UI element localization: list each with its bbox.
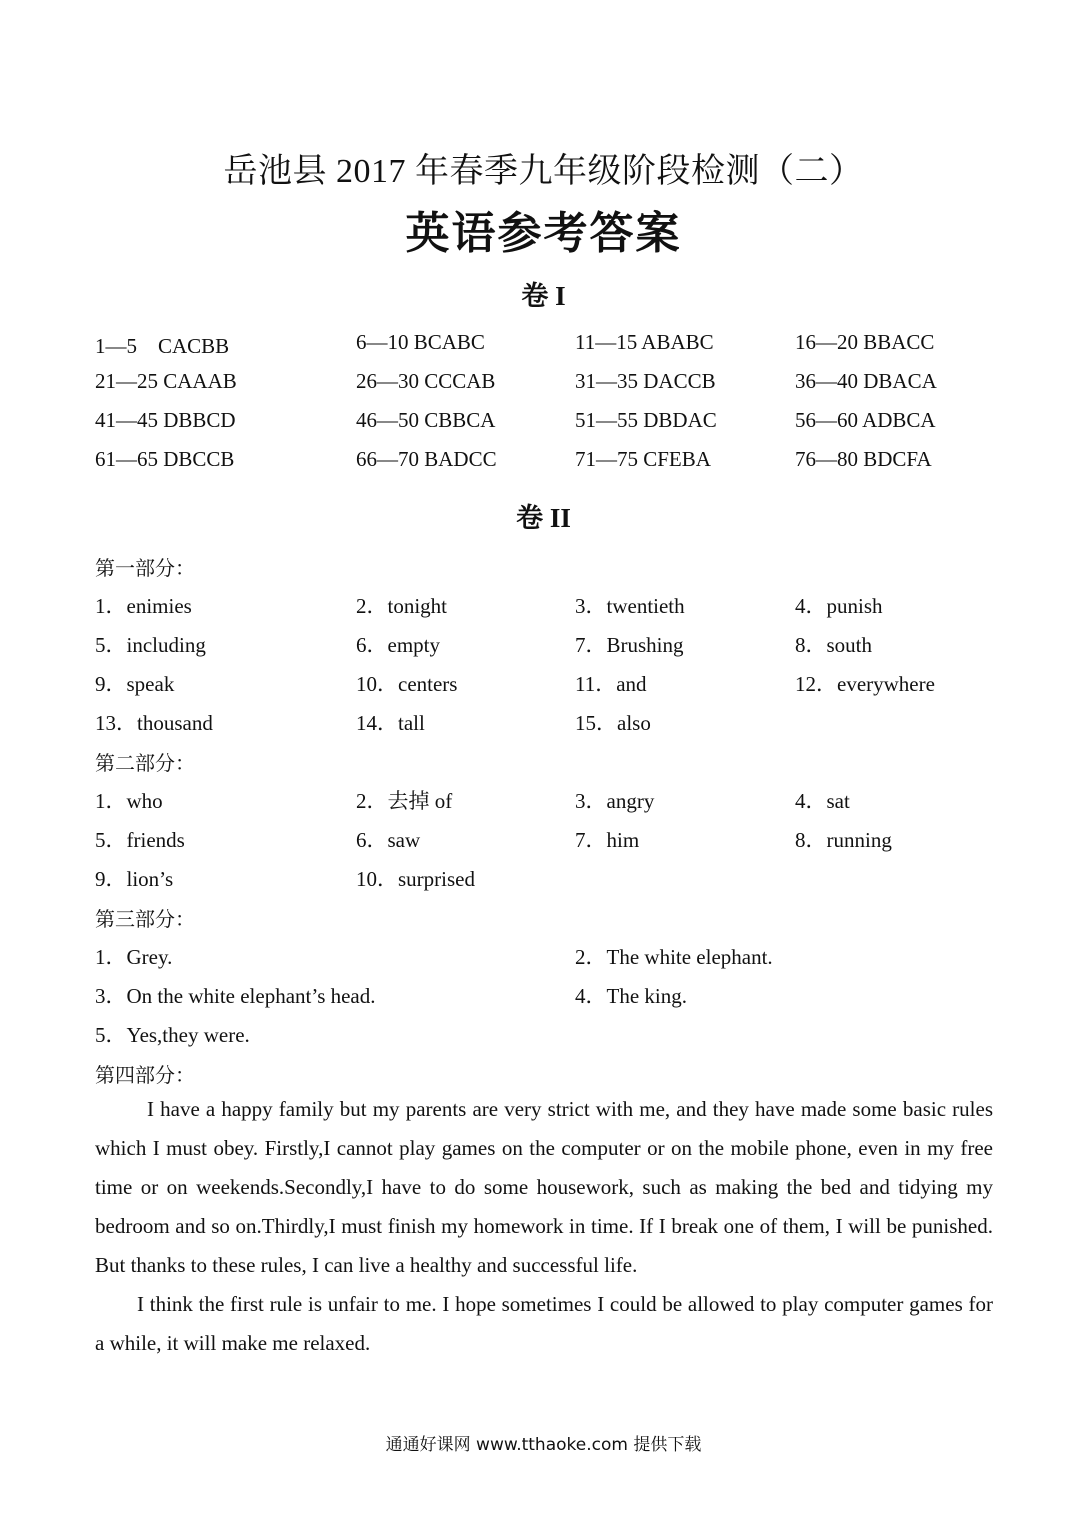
answer-item: 7．him (575, 828, 640, 852)
answer-row (0, 824, 1087, 854)
section-1-heading: 卷 I (521, 281, 566, 311)
part-4-label: 第四部分： (95, 1063, 195, 1087)
essay (95, 1090, 993, 1363)
answer-group: 46—50 CBBCA (356, 408, 496, 432)
answer-row (0, 941, 1087, 971)
answer-row (0, 590, 1087, 620)
answer-item: 4．sat (795, 789, 850, 813)
answer-group: 61—65 DBCCB (95, 447, 235, 471)
answer-item: 13．thousand (95, 711, 213, 735)
answer-item: 5．including (95, 633, 206, 657)
answer-item: 3．angry (575, 789, 655, 813)
exam-title: 岳池县 2017 年春季九年级阶段检测（二） (223, 153, 864, 190)
answer-item: 1．Grey. (95, 945, 173, 969)
answer-item: 2．The white elephant. (575, 945, 773, 969)
answer-item: 5．friends (95, 828, 185, 852)
answer-item: 2．tonight (356, 594, 448, 618)
answer-group: 76—80 BDCFA (795, 447, 932, 471)
answer-row (0, 447, 1087, 477)
answer-item: 8．south (795, 633, 873, 657)
part-3-label: 第三部分： (95, 907, 195, 931)
answer-row (0, 629, 1087, 659)
answer-item: 7．Brushing (575, 633, 684, 657)
answer-row (0, 330, 1087, 360)
answer-group: 36—40 DBACA (795, 369, 937, 393)
answer-group: 41—45 DBBCD (95, 408, 236, 432)
answer-group: 1—5 CACBB (95, 334, 230, 358)
section-2-heading: 卷 II (516, 503, 571, 533)
answer-group: 56—60 ADBCA (795, 408, 936, 432)
answer-row (0, 863, 1087, 893)
answer-row (0, 668, 1087, 698)
answer-group: 6—10 BCABC (356, 330, 485, 354)
part-2-label: 第二部分： (95, 751, 195, 775)
answer-group: 21—25 CAAAB (95, 369, 237, 393)
answer-row (0, 369, 1087, 399)
answer-item: 6．saw (356, 828, 421, 852)
answer-item: 11．and (575, 672, 647, 696)
answer-item: 3．On the white elephant’s head. (95, 984, 376, 1008)
answer-item: 4．The king. (575, 984, 687, 1008)
answer-item: 10．centers (356, 672, 458, 696)
answer-group: 51—55 DBDAC (575, 408, 717, 432)
answer-group: 31—35 DACCB (575, 369, 716, 393)
answer-group: 26—30 CCCAB (356, 369, 496, 393)
answer-row (0, 980, 1087, 1010)
answer-item: 9．speak (95, 672, 175, 696)
essay-paragraph: I think the first rule is unfair to me. I hope sometimes I could be allowed to play computer games for a while, it will make me relaxed. (95, 1292, 993, 1355)
answer-item: 1．who (95, 789, 163, 813)
answer-item: 9．lion’s (95, 867, 174, 891)
answer-row (0, 1019, 1087, 1049)
answer-row (0, 707, 1087, 737)
answer-item: 2．去掉 of (356, 789, 453, 813)
answer-item: 1．enimies (95, 594, 192, 618)
answer-item: 14．tall (356, 711, 425, 735)
answer-item: 12．everywhere (795, 672, 935, 696)
answer-group: 11—15 ABABC (575, 330, 714, 354)
answer-item: 6．empty (356, 633, 440, 657)
answer-row (0, 785, 1087, 815)
answer-key-title: 英语参考答案 (405, 208, 682, 259)
answer-group: 16—20 BBACC (795, 330, 935, 354)
answer-group: 66—70 BADCC (356, 447, 497, 471)
footer-source: 通通好课网 www.tthaoke.com 提供下载 (385, 1435, 702, 1455)
part-1-label: 第一部分： (95, 556, 195, 580)
answer-item: 3．twentieth (575, 594, 685, 618)
answer-item: 8．running (795, 828, 892, 852)
answer-group: 71—75 CFEBA (575, 447, 711, 471)
answer-item: 4．punish (795, 594, 883, 618)
answer-row (0, 408, 1087, 438)
answer-item: 5．Yes,they were. (95, 1023, 250, 1047)
answer-item: 15．also (575, 711, 651, 735)
answer-item: 10．surprised (356, 867, 475, 891)
essay-paragraph: I have a happy family but my parents are very strict with me, and they have made some basic rules which I must obey. Firstly,I cannot play games on the computer or on the mobile phone, even in my free time or on weekends.Secondly,I have to do some housework, such as making the bed and tidying my bedroom and so on.Thirdly,I must finish my homework in time. If I break one of them, I will be punished. But thanks to these rules, I can live a healthy and successful life. (95, 1097, 993, 1277)
